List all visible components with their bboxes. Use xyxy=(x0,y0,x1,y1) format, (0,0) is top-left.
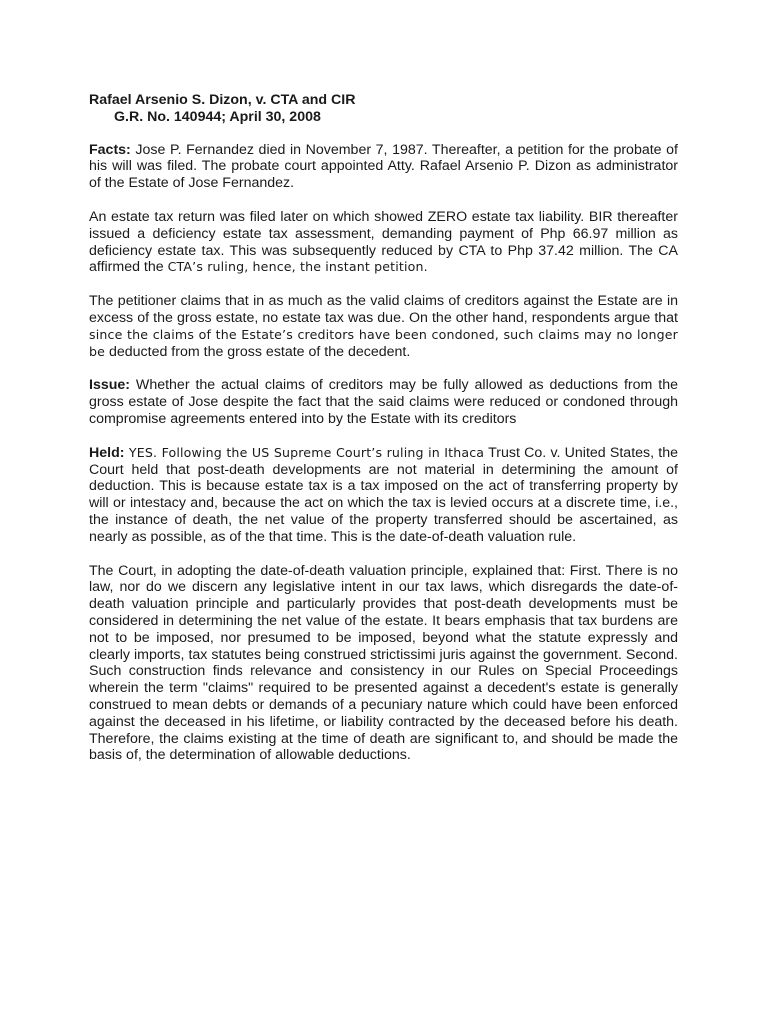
claims-paragraph xyxy=(89,293,678,360)
court-paragraph xyxy=(89,563,678,765)
issue-text: Whether the actual claims of creditors may be fully allowed as deductions from the gross estate of Jose despite the fact that the said claims were reduced or condoned through compromise agreements entered into by the Estate with its creditors xyxy=(89,377,678,427)
claims-text-alt: since the claims of the Estate’s creditors have been condoned, such claims may no longer be xyxy=(89,326,678,359)
case-citation: G.R. No. 140944; April 30, 2008 xyxy=(114,108,321,125)
facts-text: Jose P. Fernandez died in November 7, 1987. Thereafter, a petition for the probate of his will was filed. The probate court appointed Atty. Rafael Arsenio P. Dizon as administrator of the Estate of Jose Fernandez. xyxy=(89,141,678,192)
document-page xyxy=(89,92,678,781)
facts-paragraph xyxy=(89,142,678,192)
facts-label: Facts: xyxy=(89,141,131,158)
estate-tax-text: An estate tax return was filed later on which showed ZERO estate tax liability. BIR thereafter issued a deficiency estate tax assessment, demanding payment of Php 66.97 million as deficiency estate tax. This was subsequently reduced by CTA to Php 37.42 million. The CA affirmed the xyxy=(89,208,678,276)
issue-label: Issue: xyxy=(89,377,131,394)
held-paragraph xyxy=(89,445,678,546)
held-label: Held: xyxy=(89,444,125,461)
estate-tax-text-end: CTA’s ruling, hence, the instant petition. xyxy=(167,259,428,275)
issue-paragraph xyxy=(89,377,678,427)
estate-tax-paragraph xyxy=(89,209,678,276)
claims-text: The petitioner claims that in as much as the valid claims of creditors against the Estate are in excess of the gross estate, no estate tax was due. On the other hand, respondents argue that xyxy=(89,293,678,326)
court-text: The Court, in adopting the date-of-death valuation principle, explained that: First. There is no law, nor do we discern any legislative intent in our tax laws, which disregards the date-of-death valuation principle and particularly provides that post-death developments must be considered in determining the net value of the estate. It bears emphasis that tax burdens are not to be imposed, nor presumed to be imposed, beyond what the statute expressly and clearly imports, tax statutes being construed strictissimi juris against the government. Second. Such construction finds relevance and consistency in our Rules on Special Proceedings wherein the term "claims" required to be presented against a decedent's estate is generally construed to mean debts or demands of a pecuniary nature which could have been enforced against the deceased in his lifetime, or liability contracted by the deceased before his death. Therefore, the claims existing at the time of death are significant to, and should be made the basis of, the determination of allowable deductions. xyxy=(89,562,678,764)
claims-text-end: deducted from the gross estate of the decedent. xyxy=(105,343,411,360)
held-text-alt: YES. Following the US Supreme Court’s ruling in Ithaca xyxy=(124,444,485,460)
case-header xyxy=(89,92,678,126)
held-text: Trust Co. v. United States, the Court held that post-death developments are not material in determining the amount of deduction. This is because estate tax is a tax imposed on the act of transferring property by will or intestacy and, because the act on which the tax is levied occurs at a discrete time, i.e., the instance of death, the net value of the property transferred should be ascertained, as nearly as possible, as of the that time. This is the date-of-death valuation rule. xyxy=(89,444,679,545)
case-title: Rafael Arsenio S. Dizon, v. CTA and CIR xyxy=(89,92,356,108)
